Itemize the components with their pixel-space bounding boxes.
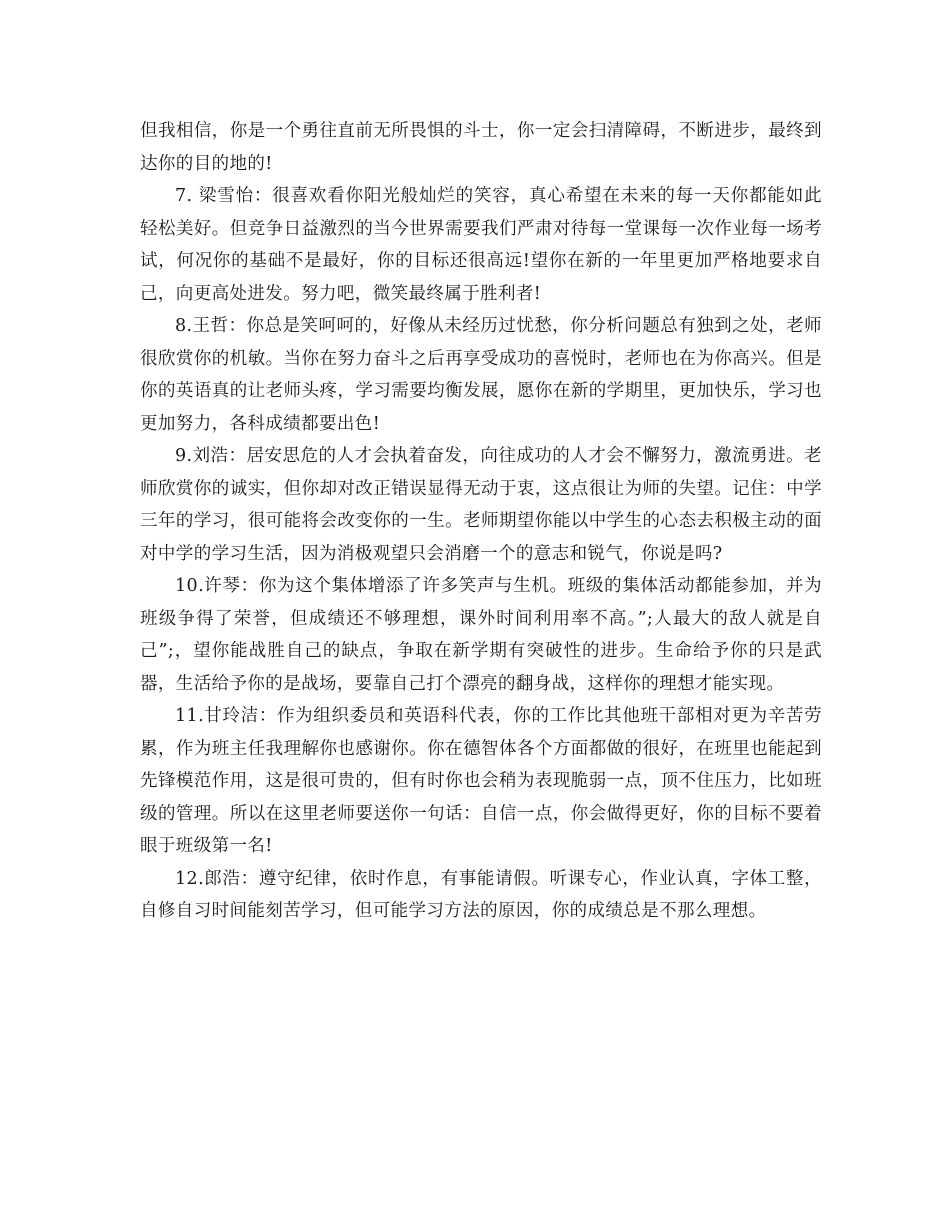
- comment-entry-10: 10.许琴：你为这个集体增添了许多笑声与生机。班级的集体活动都能参加，并为班级争得了荣誉，但成绩还不够理想，课外时间利用率不高。”;人最大的敌人就是自己”;，望你能战胜自己的缺点，争取在新学期有突破性的进步。生命给予你的只是武器，生活给予你的是战场，要靠自己打个漂亮的翻身战，这样你的理想才能实现。: [140, 576, 822, 694]
- comment-entry-9: 9.刘浩：居安思危的人才会执着奋发，向往成功的人才会不懈努力，激流勇进。老师欣赏你的诚实，但你却对改正错误显得无动于衷，这点很让为师的失望。记住：中学三年的学习，很可能将会改变你的一生。老师期望你能以中学生的心态去积极主动的面对中学的学习生活，因为消极观望只会消磨一个的意志和锐气，你说是吗?: [140, 446, 822, 564]
- document-body: [140, 115, 822, 928]
- comment-entry-12: 12.郎浩：遵守纪律，依时作息，有事能请假。听课专心，作业认真，字体工整，自修自习时间能刻苦学习，但可能学习方法的原因，你的成绩总是不那么理想。: [140, 868, 822, 921]
- comment-entry-7: 7. 梁雪怡：很喜欢看你阳光般灿烂的笑容，真心希望在未来的每一天你都能如此轻松美好。但竞争日益激烈的当今世界需要我们严肃对待每一堂课每一次作业每一场考试，何况你的基础不是最好，你的目标还很高远!望你在新的一年里更加严格地要求自己，向更高处进发。努力吧，微笑最终属于胜利者!: [140, 186, 822, 304]
- comment-entry-8: 8.王哲：你总是笑呵呵的，好像从未经历过忧愁，你分析问题总有独到之处，老师很欣赏你的机敏。当你在努力奋斗之后再享受成功的喜悦时，老师也在为你高兴。但是你的英语真的让老师头疼，学习需要均衡发展，愿你在新的学期里，更加快乐，学习也更加努力，各科成绩都要出色!: [140, 316, 822, 434]
- paragraph-continuation: 但我相信，你是一个勇往直前无所畏惧的斗士，你一定会扫清障碍，不断进步，最终到达你的目的地的!: [140, 121, 822, 174]
- comment-entry-11: 11.甘玲洁：作为组织委员和英语科代表，你的工作比其他班干部相对更为辛苦劳累，作为班主任我理解你也感谢你。你在德智体各个方面都做的很好，在班里也能起到先锋模范作用，这是很可贵的，但有时你也会稍为表现脆弱一点，顶不住压力，比如班级的管理。所以在这里老师要送你一句话：自信一点，你会做得更好，你的目标不要着眼于班级第一名!: [140, 706, 822, 856]
